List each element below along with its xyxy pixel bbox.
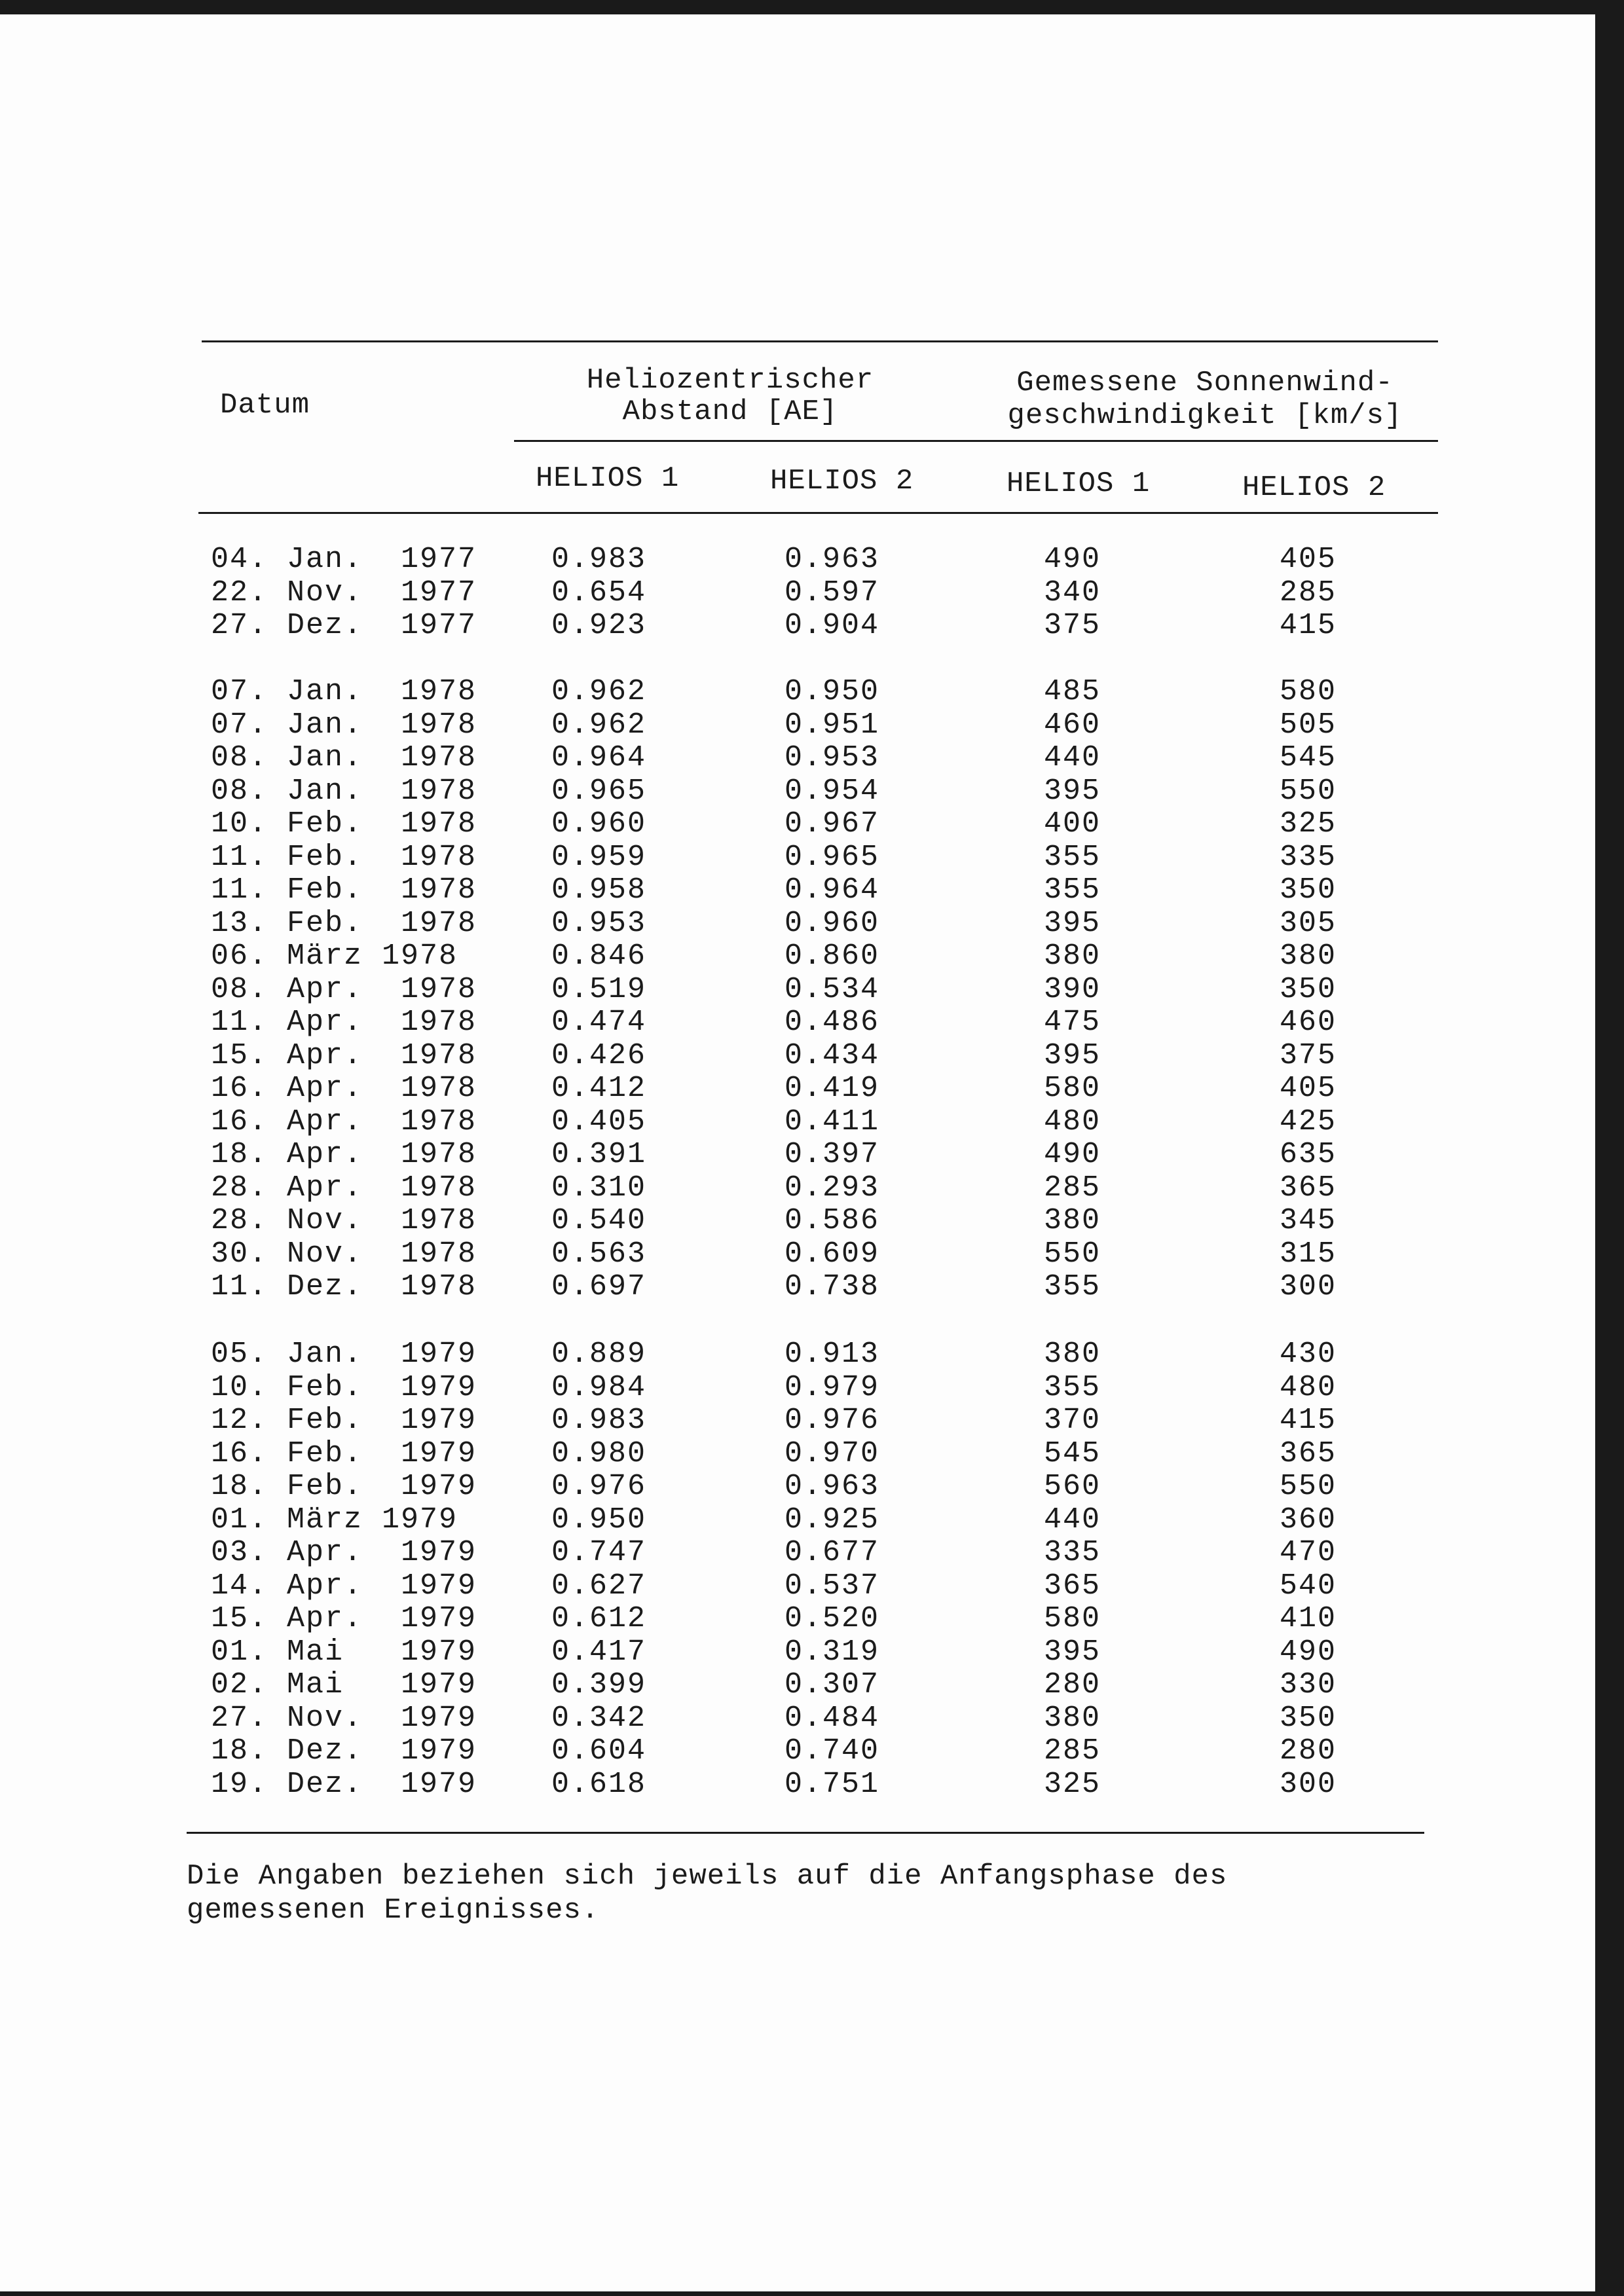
speed-helios1-cell: 380 xyxy=(1044,1204,1101,1237)
distance-helios2-cell: 0.913 xyxy=(784,1338,880,1371)
distance-helios2-cell: 0.419 xyxy=(784,1072,880,1105)
distance-helios1-cell: 0.962 xyxy=(551,708,647,742)
distance-helios1-cell: 0.958 xyxy=(551,873,647,907)
distance-helios2-cell: 0.979 xyxy=(784,1370,880,1404)
table-row xyxy=(0,1504,1506,1537)
table-row xyxy=(0,1470,1506,1503)
table-row xyxy=(0,742,1506,774)
header-span-rule xyxy=(514,440,1438,442)
table-row xyxy=(0,1603,1506,1635)
speed-helios1-cell: 285 xyxy=(1044,1171,1101,1205)
date-cell: 18. Feb. 1979 xyxy=(211,1470,477,1503)
date-cell: 13. Feb. 1978 xyxy=(211,906,477,940)
speed-helios2-cell: 405 xyxy=(1280,543,1337,576)
table-row xyxy=(0,709,1506,742)
date-cell: 19. Dez. 1979 xyxy=(211,1767,477,1801)
speed-helios2-cell: 315 xyxy=(1280,1237,1337,1271)
speed-helios1-cell: 355 xyxy=(1044,1270,1101,1303)
speed-helios2-cell: 505 xyxy=(1280,708,1337,742)
date-cell: 08. Jan. 1978 xyxy=(211,774,477,808)
table-row xyxy=(0,1338,1506,1371)
table-row xyxy=(0,841,1506,874)
distance-helios2-cell: 0.486 xyxy=(784,1006,880,1039)
date-cell: 27. Dez. 1977 xyxy=(211,609,477,642)
speed-helios2-cell: 325 xyxy=(1280,807,1337,841)
distance-helios2-cell: 0.965 xyxy=(784,840,880,874)
distance-helios2-cell: 0.307 xyxy=(784,1668,880,1702)
distance-helios1-cell: 0.747 xyxy=(551,1536,647,1569)
distance-helios2-cell: 0.677 xyxy=(784,1536,880,1569)
distance-helios1-cell: 0.405 xyxy=(551,1104,647,1139)
distance-helios2-cell: 0.484 xyxy=(784,1701,880,1735)
distance-helios2-cell: 0.738 xyxy=(784,1270,880,1303)
speed-helios2-cell: 375 xyxy=(1280,1038,1337,1072)
distance-helios2-cell: 0.319 xyxy=(784,1635,880,1669)
distance-helios2-cell: 0.520 xyxy=(784,1602,880,1635)
header-date: Datum xyxy=(220,389,310,422)
table-row xyxy=(0,1106,1506,1139)
speed-helios2-cell: 540 xyxy=(1280,1569,1337,1603)
distance-helios2-cell: 0.751 xyxy=(784,1767,880,1801)
table-row xyxy=(0,1172,1506,1205)
distance-helios2-cell: 0.963 xyxy=(784,543,880,576)
date-cell: 28. Apr. 1978 xyxy=(211,1171,477,1205)
distance-helios1-cell: 0.654 xyxy=(551,575,647,610)
speed-helios2-cell: 350 xyxy=(1280,873,1337,907)
date-cell: 15. Apr. 1978 xyxy=(211,1038,477,1072)
speed-helios2-cell: 550 xyxy=(1280,1470,1337,1503)
table-row xyxy=(0,874,1506,907)
speed-helios1-cell: 365 xyxy=(1044,1569,1101,1603)
header-speed-line2: geschwindigkeit [km/s] xyxy=(1007,399,1403,432)
speed-helios1-cell: 380 xyxy=(1044,1701,1101,1735)
date-cell: 12. Feb. 1979 xyxy=(211,1404,477,1437)
distance-helios1-cell: 0.984 xyxy=(551,1370,647,1404)
distance-helios1-cell: 0.627 xyxy=(551,1569,647,1603)
speed-helios1-cell: 355 xyxy=(1044,873,1101,907)
distance-helios1-cell: 0.342 xyxy=(551,1701,647,1735)
table-row xyxy=(0,1570,1506,1603)
header-bottom-rule xyxy=(198,512,1438,514)
speed-helios2-cell: 365 xyxy=(1280,1171,1337,1205)
date-cell: 27. Nov. 1979 xyxy=(211,1701,477,1735)
distance-helios2-cell: 0.976 xyxy=(784,1404,880,1437)
distance-helios2-cell: 0.860 xyxy=(784,939,880,973)
speed-helios1-cell: 380 xyxy=(1044,939,1101,973)
date-cell: 14. Apr. 1979 xyxy=(211,1569,477,1603)
date-cell: 11. Dez. 1978 xyxy=(211,1270,477,1303)
table-row xyxy=(0,1636,1506,1669)
header-distance-helios2: HELIOS 2 xyxy=(770,465,914,498)
table-row xyxy=(0,543,1506,576)
table-row xyxy=(0,1768,1506,1801)
table-row xyxy=(0,1537,1506,1569)
distance-helios1-cell: 0.962 xyxy=(551,675,647,708)
speed-helios2-cell: 300 xyxy=(1280,1767,1337,1801)
header-speed-helios1: HELIOS 1 xyxy=(1006,467,1151,500)
distance-helios1-cell: 0.964 xyxy=(551,741,647,774)
distance-helios1-cell: 0.846 xyxy=(551,939,647,973)
header-distance-line1: Heliozentrischer xyxy=(586,364,874,397)
speed-helios2-cell: 410 xyxy=(1280,1602,1337,1635)
date-cell: 18. Dez. 1979 xyxy=(211,1734,477,1768)
table-bottom-rule xyxy=(187,1832,1424,1834)
speed-helios1-cell: 580 xyxy=(1044,1602,1101,1635)
distance-helios1-cell: 0.923 xyxy=(551,609,647,642)
speed-helios1-cell: 485 xyxy=(1044,675,1101,708)
date-cell: 07. Jan. 1978 xyxy=(211,675,477,708)
distance-helios1-cell: 0.417 xyxy=(551,1635,647,1669)
distance-helios2-cell: 0.597 xyxy=(784,575,880,610)
distance-helios2-cell: 0.925 xyxy=(784,1503,880,1537)
header-speed-line1: Gemessene Sonnenwind- xyxy=(1016,367,1393,399)
speed-helios1-cell: 395 xyxy=(1044,1038,1101,1072)
table-row xyxy=(0,1205,1506,1237)
table-row xyxy=(0,1238,1506,1271)
distance-helios2-cell: 0.964 xyxy=(784,873,880,907)
header-distance-line2: Abstand [AE] xyxy=(622,395,838,428)
distance-helios2-cell: 0.963 xyxy=(784,1470,880,1503)
table-row xyxy=(0,577,1506,610)
distance-helios1-cell: 0.412 xyxy=(551,1072,647,1105)
speed-helios2-cell: 415 xyxy=(1280,609,1337,642)
speed-helios1-cell: 475 xyxy=(1044,1006,1101,1039)
speed-helios2-cell: 300 xyxy=(1280,1270,1337,1303)
distance-helios1-cell: 0.976 xyxy=(551,1470,647,1503)
distance-helios1-cell: 0.474 xyxy=(551,1006,647,1039)
date-cell: 16. Apr. 1978 xyxy=(211,1072,477,1105)
distance-helios1-cell: 0.960 xyxy=(551,807,647,841)
distance-helios1-cell: 0.980 xyxy=(551,1436,647,1470)
distance-helios2-cell: 0.293 xyxy=(784,1171,880,1205)
speed-helios1-cell: 460 xyxy=(1044,708,1101,742)
speed-helios1-cell: 550 xyxy=(1044,1237,1101,1271)
distance-helios2-cell: 0.537 xyxy=(784,1569,880,1603)
date-cell: 10. Feb. 1978 xyxy=(211,807,477,841)
speed-helios2-cell: 635 xyxy=(1280,1138,1337,1171)
date-cell: 01. März 1979 xyxy=(211,1503,458,1537)
speed-helios1-cell: 325 xyxy=(1044,1767,1101,1801)
table-row xyxy=(0,1372,1506,1404)
table-row xyxy=(0,676,1506,708)
header-speed-helios2: HELIOS 2 xyxy=(1242,471,1386,504)
speed-helios2-cell: 285 xyxy=(1280,575,1337,610)
date-cell: 05. Jan. 1979 xyxy=(211,1338,477,1371)
speed-helios2-cell: 490 xyxy=(1280,1635,1337,1669)
table-row xyxy=(0,940,1506,973)
distance-helios2-cell: 0.586 xyxy=(784,1204,880,1237)
speed-helios2-cell: 405 xyxy=(1280,1072,1337,1105)
table-row xyxy=(0,808,1506,841)
distance-helios2-cell: 0.970 xyxy=(784,1436,880,1470)
speed-helios1-cell: 340 xyxy=(1044,575,1101,610)
distance-helios2-cell: 0.967 xyxy=(784,807,880,841)
speed-helios2-cell: 365 xyxy=(1280,1436,1337,1470)
distance-helios2-cell: 0.950 xyxy=(784,675,880,708)
table-row xyxy=(0,1139,1506,1171)
table-row xyxy=(0,1702,1506,1735)
speed-helios2-cell: 430 xyxy=(1280,1338,1337,1371)
speed-helios1-cell: 400 xyxy=(1044,807,1101,841)
speed-helios2-cell: 470 xyxy=(1280,1536,1337,1569)
speed-helios1-cell: 545 xyxy=(1044,1436,1101,1470)
date-cell: 11. Feb. 1978 xyxy=(211,840,477,874)
distance-helios1-cell: 0.426 xyxy=(551,1038,647,1072)
distance-helios1-cell: 0.399 xyxy=(551,1668,647,1702)
date-cell: 22. Nov. 1977 xyxy=(211,575,477,610)
speed-helios2-cell: 550 xyxy=(1280,774,1337,808)
speed-helios2-cell: 305 xyxy=(1280,906,1337,940)
table-row xyxy=(0,1735,1506,1768)
speed-helios2-cell: 335 xyxy=(1280,840,1337,874)
speed-helios2-cell: 350 xyxy=(1280,1701,1337,1735)
speed-helios2-cell: 345 xyxy=(1280,1204,1337,1237)
date-cell: 02. Mai 1979 xyxy=(211,1668,477,1702)
distance-helios1-cell: 0.618 xyxy=(551,1767,647,1801)
date-cell: 10. Feb. 1979 xyxy=(211,1370,477,1404)
distance-helios1-cell: 0.950 xyxy=(551,1503,647,1537)
table-row xyxy=(0,1072,1506,1105)
speed-helios1-cell: 440 xyxy=(1044,741,1101,774)
distance-helios1-cell: 0.563 xyxy=(551,1237,647,1271)
date-cell: 07. Jan. 1978 xyxy=(211,708,477,742)
table-row xyxy=(0,907,1506,940)
distance-helios1-cell: 0.612 xyxy=(551,1602,647,1635)
speed-helios2-cell: 545 xyxy=(1280,741,1337,774)
speed-helios1-cell: 490 xyxy=(1044,543,1101,576)
speed-helios1-cell: 480 xyxy=(1044,1104,1101,1139)
speed-helios1-cell: 580 xyxy=(1044,1072,1101,1105)
speed-helios1-cell: 490 xyxy=(1044,1138,1101,1171)
speed-helios1-cell: 390 xyxy=(1044,972,1101,1006)
distance-helios2-cell: 0.609 xyxy=(784,1237,880,1271)
date-cell: 06. März 1978 xyxy=(211,939,458,973)
date-cell: 30. Nov. 1978 xyxy=(211,1237,477,1271)
table-top-rule xyxy=(202,340,1438,342)
table-row xyxy=(0,974,1506,1006)
speed-helios1-cell: 395 xyxy=(1044,1635,1101,1669)
speed-helios1-cell: 395 xyxy=(1044,774,1101,808)
distance-helios1-cell: 0.983 xyxy=(551,543,647,576)
table-row xyxy=(0,1404,1506,1437)
speed-helios1-cell: 395 xyxy=(1044,906,1101,940)
distance-helios2-cell: 0.411 xyxy=(784,1104,880,1139)
distance-helios1-cell: 0.519 xyxy=(551,972,647,1006)
distance-helios1-cell: 0.310 xyxy=(551,1171,647,1205)
distance-helios2-cell: 0.954 xyxy=(784,774,880,808)
speed-helios2-cell: 480 xyxy=(1280,1370,1337,1404)
speed-helios2-cell: 425 xyxy=(1280,1104,1337,1139)
distance-helios2-cell: 0.397 xyxy=(784,1138,880,1171)
distance-helios2-cell: 0.904 xyxy=(784,609,880,642)
distance-helios1-cell: 0.540 xyxy=(551,1204,647,1237)
date-cell: 28. Nov. 1978 xyxy=(211,1204,477,1237)
date-cell: 08. Jan. 1978 xyxy=(211,741,477,774)
distance-helios1-cell: 0.983 xyxy=(551,1404,647,1437)
speed-helios2-cell: 580 xyxy=(1280,675,1337,708)
distance-helios1-cell: 0.391 xyxy=(551,1138,647,1171)
date-cell: 04. Jan. 1977 xyxy=(211,543,477,576)
speed-helios2-cell: 280 xyxy=(1280,1734,1337,1768)
distance-helios1-cell: 0.604 xyxy=(551,1734,647,1768)
distance-helios2-cell: 0.534 xyxy=(784,972,880,1006)
distance-helios1-cell: 0.889 xyxy=(551,1338,647,1371)
table-row xyxy=(0,1271,1506,1303)
date-cell: 03. Apr. 1979 xyxy=(211,1536,477,1569)
distance-helios2-cell: 0.740 xyxy=(784,1734,880,1768)
date-cell: 01. Mai 1979 xyxy=(211,1635,477,1669)
footnote-line2: gemessenen Ereignisses. xyxy=(187,1894,600,1927)
table-row xyxy=(0,1040,1506,1072)
distance-helios2-cell: 0.434 xyxy=(784,1038,880,1072)
speed-helios2-cell: 415 xyxy=(1280,1404,1337,1437)
speed-helios1-cell: 285 xyxy=(1044,1734,1101,1768)
distance-helios1-cell: 0.953 xyxy=(551,906,647,940)
speed-helios1-cell: 355 xyxy=(1044,1370,1101,1404)
speed-helios2-cell: 360 xyxy=(1280,1503,1337,1537)
footnote-line1: Die Angaben beziehen sich jeweils auf die Anfangsphase des xyxy=(187,1860,1228,1893)
header-distance-helios1: HELIOS 1 xyxy=(536,462,680,495)
speed-helios2-cell: 460 xyxy=(1280,1006,1337,1039)
speed-helios1-cell: 335 xyxy=(1044,1536,1101,1569)
footnote xyxy=(187,1859,1227,1927)
date-cell: 11. Apr. 1978 xyxy=(211,1006,477,1039)
table-row xyxy=(0,1006,1506,1039)
speed-helios1-cell: 370 xyxy=(1044,1404,1101,1437)
table-row xyxy=(0,1669,1506,1702)
date-cell: 16. Feb. 1979 xyxy=(211,1436,477,1470)
distance-helios2-cell: 0.951 xyxy=(784,708,880,742)
date-cell: 16. Apr. 1978 xyxy=(211,1104,477,1139)
speed-helios1-cell: 440 xyxy=(1044,1503,1101,1537)
distance-helios1-cell: 0.959 xyxy=(551,840,647,874)
table-row xyxy=(0,775,1506,808)
speed-helios2-cell: 330 xyxy=(1280,1668,1337,1702)
distance-helios2-cell: 0.953 xyxy=(784,741,880,774)
speed-helios1-cell: 375 xyxy=(1044,609,1101,642)
date-cell: 15. Apr. 1979 xyxy=(211,1602,477,1635)
speed-helios1-cell: 280 xyxy=(1044,1668,1101,1702)
distance-helios2-cell: 0.960 xyxy=(784,906,880,940)
distance-helios1-cell: 0.697 xyxy=(551,1270,647,1303)
speed-helios1-cell: 380 xyxy=(1044,1338,1101,1371)
date-cell: 11. Feb. 1978 xyxy=(211,873,477,907)
speed-helios1-cell: 560 xyxy=(1044,1470,1101,1503)
date-cell: 18. Apr. 1978 xyxy=(211,1138,477,1171)
date-cell: 08. Apr. 1978 xyxy=(211,972,477,1006)
speed-helios2-cell: 350 xyxy=(1280,972,1337,1006)
distance-helios1-cell: 0.965 xyxy=(551,774,647,808)
table-row xyxy=(0,610,1506,642)
speed-helios1-cell: 355 xyxy=(1044,840,1101,874)
table-row xyxy=(0,1438,1506,1470)
speed-helios2-cell: 380 xyxy=(1280,939,1337,973)
